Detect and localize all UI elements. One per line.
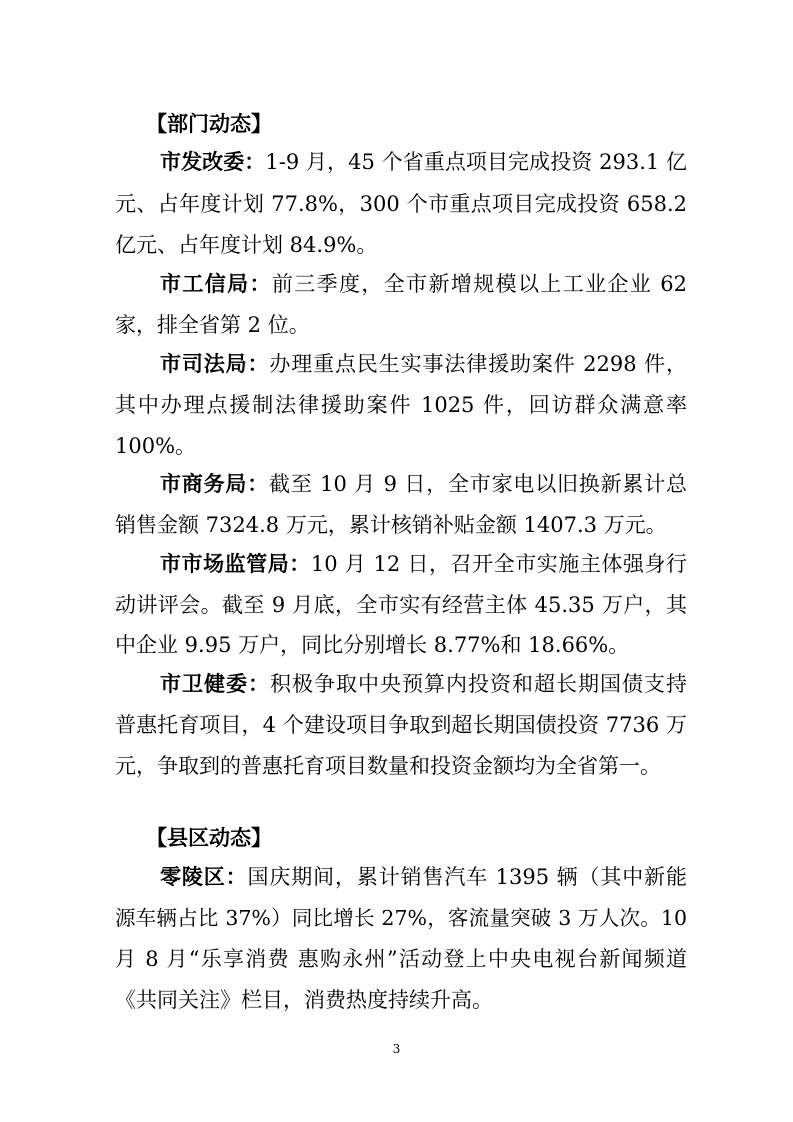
section-heading-counties: 【县区动态】 [146,826,272,850]
paragraph-line: 市发改委：1-9 月，45 个省重点项目完成投资 293.1 亿 [160,150,687,174]
paragraph-line: 市司法局：办理重点民生实事法律援助案件 2298 件， [160,352,688,376]
paragraph-line: 市市场监管局：10 月 12 日，召开全市实施主体强身行 [160,552,688,576]
paragraph-line: 月 8 月“乐享消费 惠购永州”活动登上中央电视台新闻频道 [115,947,687,971]
paragraph-line: 亿元、占年度计划 84.9%。 [115,233,378,257]
paragraph-line: 100%。 [115,434,197,458]
paragraph-line: 源车辆占比 37%）同比增长 27%，客流量突破 3 万人次。10 [115,906,687,930]
paragraph-line: 家，排全省第 2 位。 [115,313,310,337]
paragraph-line: 中企业 9.95 万户，同比分别增长 8.77%和 18.66%。 [115,633,630,657]
page-number: 3 [392,1042,401,1056]
paragraph-line: 市工信局：前三季度，全市新增规模以上工业企业 62 [160,272,687,296]
paragraph-line: 销售金额 7324.8 万元，累计核销补贴金额 1407.3 万元。 [115,513,667,537]
paragraph-line: 市卫健委：积极争取中央预算内投资和超长期国债支持 [160,672,687,696]
paragraph-line: 元、占年度计划 77.8%，300 个市重点项目完成投资 658.2 [115,192,687,216]
paragraph-lead-lingling: 零陵区： [160,865,248,889]
paragraph-line: 其中办理点援制法律援助案件 1025 件，回访群众满意率 [115,393,687,417]
section-heading-departments: 【部门动态】 [146,112,272,136]
paragraph-lead-development-reform: 市发改委： [160,150,266,174]
paragraph-line: 零陵区：国庆期间，累计销售汽车 1395 辆（其中新能 [160,865,688,889]
paragraph-lead-industry-it: 市工信局： [160,272,272,296]
paragraph-line: 普惠托育项目，4 个建设项目争取到超长期国债投资 7736 万 [115,713,687,737]
paragraph-lead-health: 市卫健委： [160,672,270,696]
paragraph-lead-commerce: 市商务局： [160,472,270,496]
paragraph-line: 市商务局：截至 10 月 9 日，全市家电以旧换新累计总 [160,472,688,496]
paragraph-lead-justice: 市司法局： [160,352,270,376]
paragraph-line: 《共同关注》栏目，消费热度持续升高。 [115,988,493,1012]
paragraph-line: 元，争取到的普惠托育项目数量和投资金额均为全省第一。 [115,754,661,778]
paragraph-lead-market-regulation: 市市场监管局： [160,552,311,576]
paragraph-line: 动讲评会。截至 9 月底，全市实有经营主体 45.35 万户，其 [115,593,687,617]
